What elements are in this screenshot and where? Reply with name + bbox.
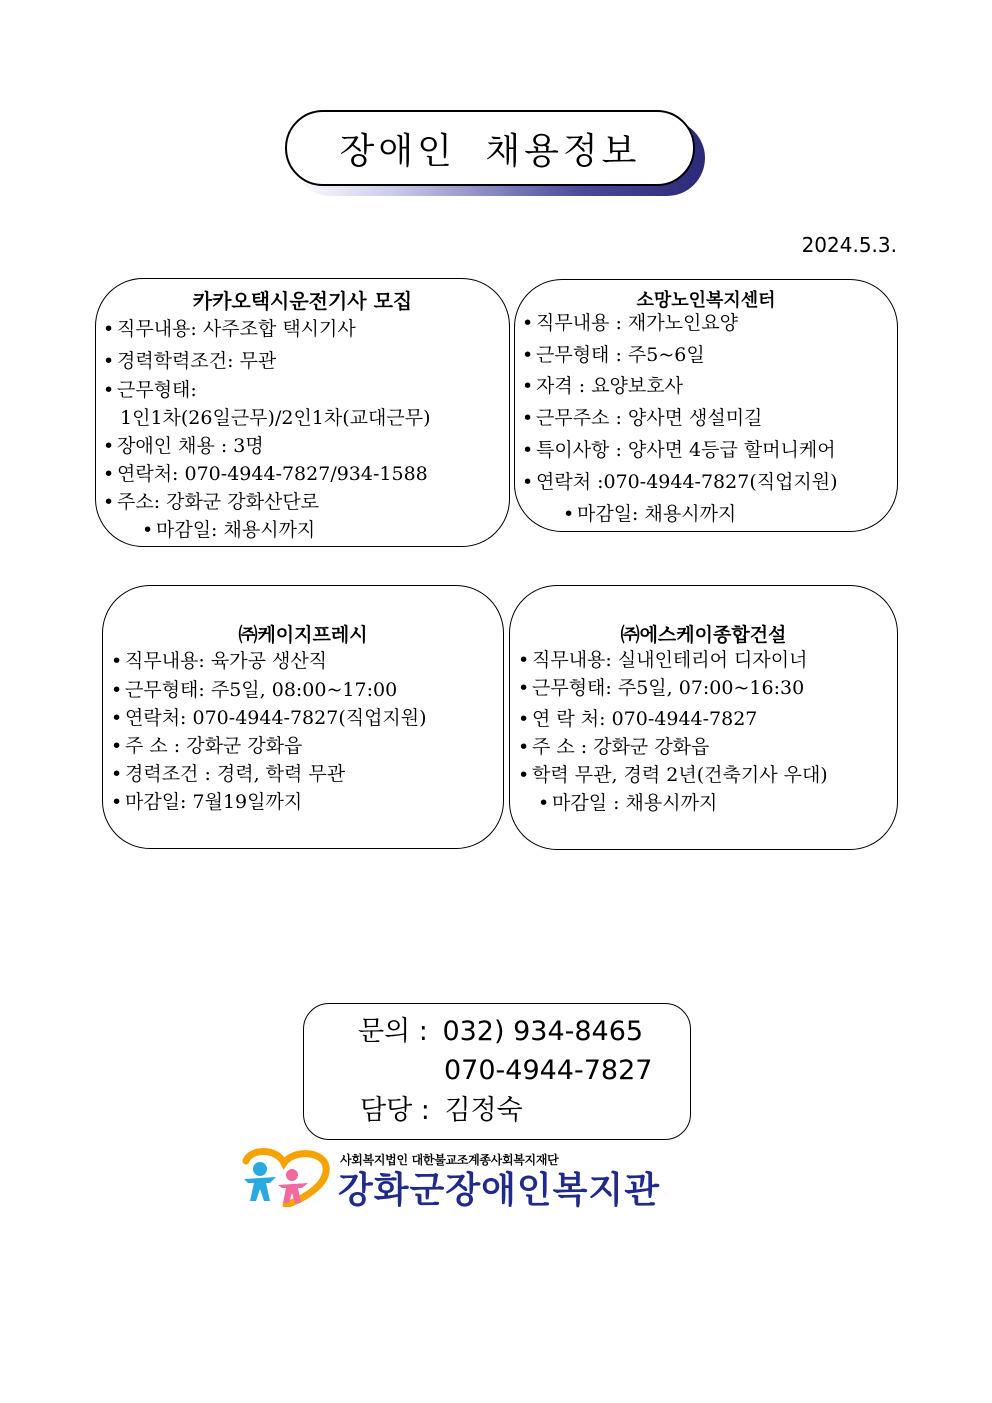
list-item: • 장애인 채용 : 3명 — [103, 435, 264, 457]
manager-name: 김정숙 — [444, 1095, 523, 1126]
job-card-kg-fresh — [102, 585, 504, 849]
list-item: • 직무내용: 육가공 생산직 — [111, 650, 328, 672]
list-item: • 근무형태 : 주5~6일 — [522, 344, 705, 366]
logo-subtitle: 사회복지법인 대한불교조계종사회복지재단 — [340, 1153, 559, 1167]
list-item: • 마감일 : 채용시까지 — [538, 792, 718, 814]
date: 2024.5.3. — [801, 233, 897, 257]
card-title: 카카오택시운전기사 모집 — [192, 289, 413, 313]
logo-name: 강화군장애인복지관 — [338, 1170, 660, 1211]
inquiry-label: 문의 : — [358, 1016, 428, 1047]
list-item: • 주소: 강화군 강화산단로 — [103, 491, 320, 513]
list-item: • 마감일: 7월19일까지 — [111, 791, 303, 813]
list-item: • 근무형태: 주5일, 08:00~17:00 — [111, 679, 398, 701]
list-item: • 직무내용 : 재가노인요양 — [522, 312, 739, 334]
list-item: • 특이사항 : 양사면 4등급 할머니케어 — [522, 439, 836, 461]
list-item: • 직무내용: 사주조합 택시기사 — [103, 318, 356, 340]
list-item: • 근무주소 : 양사면 생설미길 — [522, 407, 763, 429]
manager-label: 담당 : — [360, 1095, 430, 1126]
list-item: • 근무형태: — [103, 379, 197, 401]
list-item: • 주 소 : 강화군 강화읍 — [111, 735, 303, 757]
job-card-somang — [514, 279, 898, 532]
list-item: • 마감일: 채용시까지 — [142, 519, 316, 541]
job-card-sk-construction — [509, 585, 898, 850]
list-item: • 연락처: 070-4944-7827/934-1588 — [103, 463, 428, 485]
list-item: • 주 소 : 강화군 강화읍 — [518, 736, 710, 758]
list-item: • 연락처 :070-4944-7827(직업지원) — [522, 471, 838, 493]
page-title-text: 장애인 채용정보 — [339, 130, 641, 172]
list-item: • 학력 무관, 경력 2년(건축기사 우대) — [518, 764, 828, 786]
list-item: • 자격 : 요양보호사 — [522, 375, 683, 397]
list-item: • 경력학력조건: 무관 — [103, 350, 277, 372]
card-title: ㈜에스케이종합건설 — [620, 624, 787, 646]
list-item: • 연락처: 070-4944-7827(직업지원) — [111, 707, 427, 729]
phone-1: 032) 934-8465 — [442, 1016, 644, 1047]
card-title: ㈜케이지프레시 — [238, 624, 368, 646]
job-card-kakao-taxi — [95, 278, 510, 547]
card-title: 소망노인복지센터 — [636, 290, 776, 311]
list-item: • 연 락 처: 070-4944-7827 — [518, 708, 758, 730]
page-title — [285, 110, 695, 186]
contact-box — [303, 1003, 691, 1140]
list-item: • 경력조건 : 경력, 학력 무관 — [111, 763, 346, 785]
welfare-center-logo-icon — [236, 1147, 332, 1207]
list-item: • 마감일: 채용시까지 — [563, 503, 737, 525]
phone-2: 070-4944-7827 — [444, 1055, 653, 1086]
list-item: 1인1차(26일근무)/2인1차(교대근무) — [120, 407, 431, 429]
inquiry-line — [358, 1016, 643, 1048]
list-item: • 근무형태: 주5일, 07:00~16:30 — [518, 677, 805, 699]
list-item: • 직무내용: 실내인테리어 디자이너 — [518, 649, 808, 671]
manager-line — [360, 1095, 523, 1127]
